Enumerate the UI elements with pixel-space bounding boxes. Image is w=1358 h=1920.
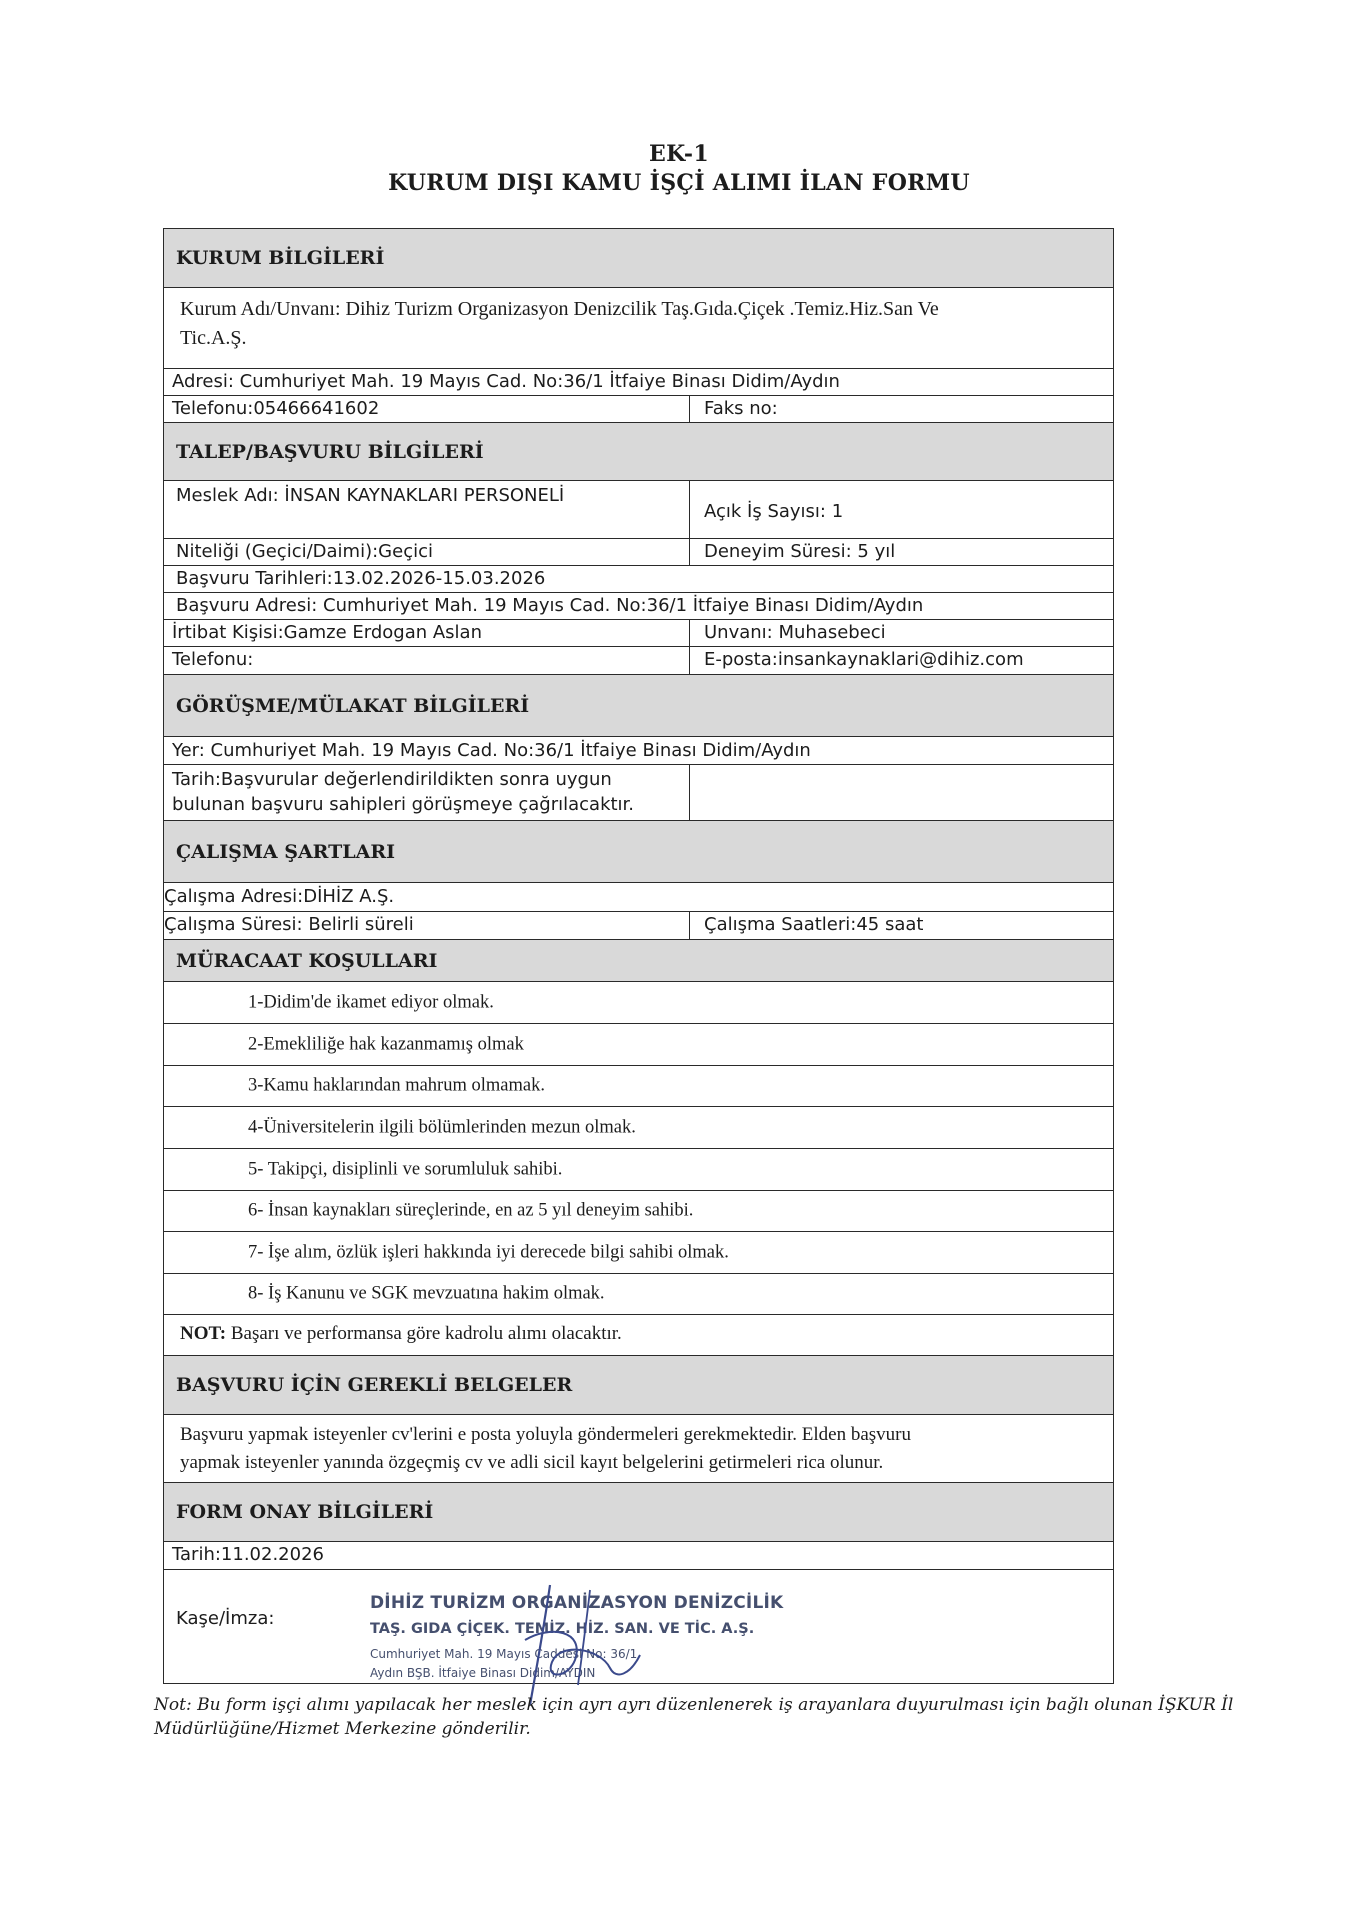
condition-text: 6- İnsan kaynakları süreçlerinde, en az 5 yıl deneyim sahibi. — [248, 1200, 694, 1221]
stamp-line3: Cumhuriyet Mah. 19 Mayıs Caddesi No: 36/1 — [370, 1647, 638, 1661]
job-type: Niteliği (Geçici/Daimi):Geçici — [176, 541, 433, 562]
calisma-address-row — [164, 882, 1113, 911]
talep-dates-row — [164, 565, 1113, 592]
divider — [689, 396, 690, 422]
section-kurum — [164, 229, 1113, 287]
section-onay — [164, 1482, 1113, 1541]
work-address: Çalışma Adresi:DİHİZ A.Ş. — [164, 886, 395, 907]
contact-title: Unvanı: Muhasebeci — [704, 622, 886, 643]
kurum-name-row — [164, 287, 1113, 368]
kurum-name-line1: Kurum Adı/Unvanı: Dihiz Turizm Organizasyon Denizcilik Taş.Gıda.Çiçek .Temiz.Hiz.San Ve — [180, 298, 939, 320]
section-calisma — [164, 820, 1113, 882]
condition-text: 1-Didim'de ikamet ediyor olmak. — [248, 992, 494, 1012]
gorusme-date-row — [164, 764, 1113, 820]
section-title: ÇALIŞMA ŞARTLARI — [176, 840, 396, 863]
kurum-address-row — [164, 368, 1113, 395]
condition-item — [164, 1023, 1113, 1065]
page-title: KURUM DIŞI KAMU İŞÇİ ALIMI İLAN FORMU — [388, 170, 970, 196]
section-talep — [164, 422, 1113, 480]
work-hours: Çalışma Saatleri:45 saat — [704, 914, 924, 935]
interview-date-line1: Tarih:Başvurular değerlendirildikten sonra uygun — [172, 769, 612, 790]
kurum-name-line2: Tic.A.Ş. — [180, 327, 247, 349]
onay-date-row — [164, 1541, 1113, 1569]
stamp-line2: TAŞ. GIDA ÇİÇEK. TEMİZ. HİZ. SAN. VE TİC. A.Ş. — [370, 1621, 755, 1637]
gorusme-place-row — [164, 736, 1113, 764]
footer-note-line2: Müdürlüğüne/Hizmet Merkezine gönderilir. — [154, 1719, 531, 1739]
condition-item — [164, 981, 1113, 1023]
section-title: TALEP/BAŞVURU BİLGİLERİ — [176, 440, 484, 463]
kurum-fax: Faks no: — [704, 398, 778, 419]
interview-place: Yer: Cumhuriyet Mah. 19 Mayıs Cad. No:36/1 İtfaiye Binası Didim/Aydın — [172, 740, 811, 761]
documents-line2: yapmak isteyenler yanında özgeçmiş cv ve adli sicil kayıt belgelerini getirmeleri rica olunur. — [180, 1452, 884, 1473]
note-text: Başarı ve performansa göre kadrolu alımı olacaktır. — [230, 1323, 622, 1344]
condition-text: 3-Kamu haklarından mahrum olmamak. — [248, 1075, 545, 1096]
condition-text: 2-Emekliliğe hak kazanmamış olmak — [248, 1034, 524, 1054]
section-title: KURUM BİLGİLERİ — [176, 247, 385, 269]
section-belgeler — [164, 1355, 1113, 1414]
section-gorusme — [164, 674, 1113, 736]
belgeler-text-row — [164, 1414, 1113, 1482]
application-dates: Başvuru Tarihleri:13.02.2026-15.03.2026 — [176, 568, 546, 589]
contact-email: E-posta:insankaynaklari@dihiz.com — [704, 649, 1024, 670]
stamp-line1: DİHİZ TURİZM ORGANİZASYON DENİZCİLİK — [370, 1593, 784, 1613]
condition-item — [164, 1148, 1113, 1190]
kurum-phone-row — [164, 395, 1113, 422]
divider — [689, 912, 690, 939]
divider — [689, 539, 690, 565]
section-title: GÖRÜŞME/MÜLAKAT BİLGİLERİ — [176, 694, 530, 717]
documents-line1: Başvuru yapmak isteyenler cv'lerini e posta yoluyla göndermeleri gerekmektedir. Elden başvuru — [180, 1424, 911, 1445]
divider — [689, 647, 690, 674]
condition-item — [164, 1190, 1113, 1231]
condition-text: 5- Takipçi, disiplinli ve sorumluluk sahibi. — [248, 1159, 563, 1179]
condition-item — [164, 1231, 1113, 1273]
contact-phone: Telefonu: — [172, 649, 254, 670]
divider — [689, 765, 690, 820]
talep-profession-row — [164, 480, 1113, 538]
condition-text: 4-Üniversitelerin ilgili bölümlerinden mezun olmak. — [248, 1117, 636, 1137]
contact-person: İrtibat Kişisi:Gamze Erdogan Aslan — [172, 622, 482, 643]
divider — [689, 481, 690, 538]
section-title: FORM ONAY BİLGİLERİ — [176, 1501, 434, 1523]
talep-address-row — [164, 592, 1113, 619]
condition-item — [164, 1273, 1113, 1314]
footer-note-line1: Not: Bu form işçi alımı yapılacak her meslek için ayrı ayrı düzenlenerek iş arayanlara duyurulması için bağlı olunan İŞKUR İl — [154, 1695, 1234, 1715]
note-row — [164, 1314, 1113, 1355]
section-title: MÜRACAAT KOŞULLARI — [176, 949, 438, 972]
talep-phone-row — [164, 646, 1113, 674]
kurum-address: Adresi: Cumhuriyet Mah. 19 Mayıs Cad. No:36/1 İtfaiye Binası Didim/Aydın — [172, 371, 840, 392]
application-address: Başvuru Adresi: Cumhuriyet Mah. 19 Mayıs Cad. No:36/1 İtfaiye Binası Didim/Aydın — [176, 595, 924, 616]
calisma-duration-row — [164, 911, 1113, 939]
stamp-line4: Aydın BŞB. İtfaiye Binası Didim/AYDIN — [370, 1666, 596, 1680]
approval-date: Tarih:11.02.2026 — [172, 1544, 324, 1565]
stamp-label: Kaşe/İmza: — [176, 1608, 275, 1629]
interview-date-line2: bulunan başvuru sahipleri görüşmeye çağrılacaktır. — [172, 794, 635, 815]
condition-text: 7- İşe alım, özlük işleri hakkında iyi derecede bilgi sahibi olmak. — [248, 1242, 729, 1262]
section-muracaat — [164, 939, 1113, 981]
work-duration: Çalışma Süresi: Belirli süreli — [164, 914, 414, 935]
note-label: NOT: — [180, 1323, 227, 1344]
condition-item — [164, 1106, 1113, 1148]
talep-contact-row — [164, 619, 1113, 646]
talep-type-row — [164, 538, 1113, 565]
open-jobs: Açık İş Sayısı: 1 — [704, 501, 844, 522]
application-form — [163, 228, 1114, 1684]
experience: Deneyim Süresi: 5 yıl — [704, 541, 896, 562]
form-code: EK-1 — [649, 141, 709, 167]
profession: Meslek Adı: İNSAN KAYNAKLARI PERSONELİ — [176, 485, 565, 506]
kurum-phone: Telefonu:05466641602 — [172, 398, 380, 419]
section-title: BAŞVURU İÇİN GEREKLİ BELGELER — [176, 1374, 573, 1396]
condition-text: 8- İş Kanunu ve SGK mevzuatına hakim olmak. — [248, 1283, 605, 1304]
divider — [689, 620, 690, 646]
condition-item — [164, 1065, 1113, 1106]
